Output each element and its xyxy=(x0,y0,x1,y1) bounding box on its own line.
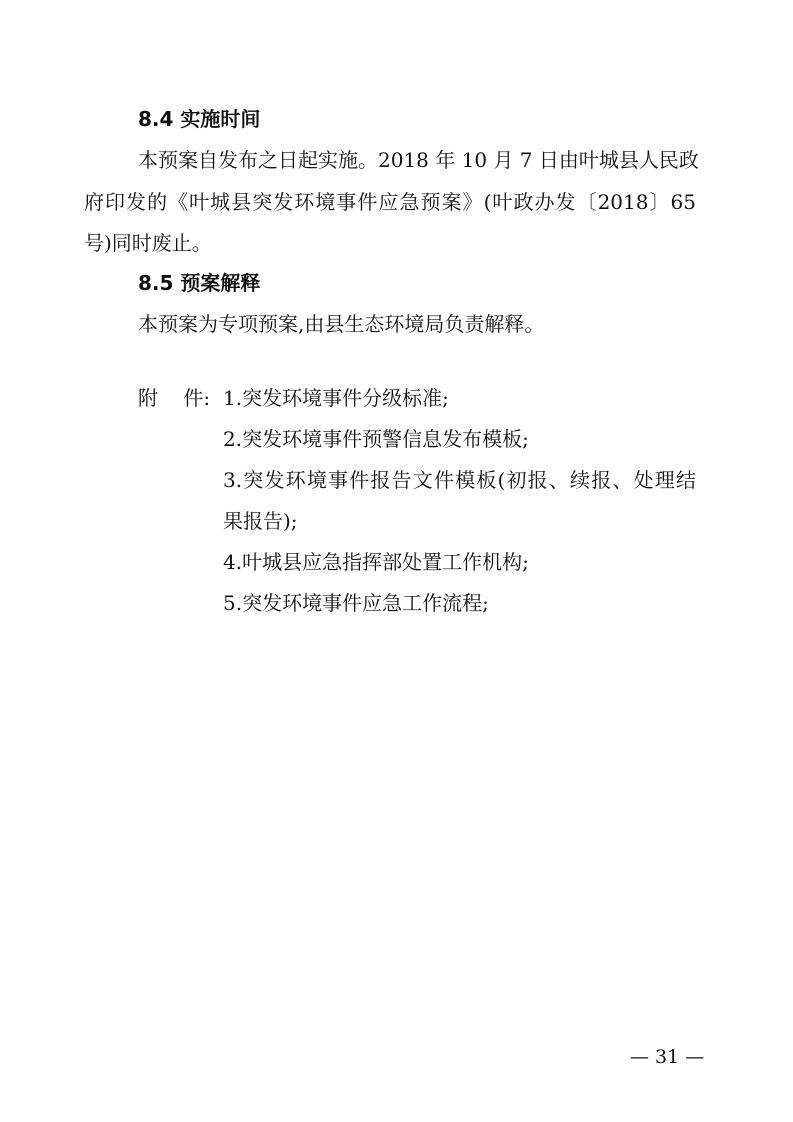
attachment-item-continued: 果报告); xyxy=(223,509,298,533)
section-heading-8-4: 8.4 实施时间 xyxy=(138,107,261,131)
attachment-item: 4.叶城县应急指挥部处置工作机构; xyxy=(223,550,529,574)
paragraph-line: 本预案为专项预案,由县生态环境局负责解释。 xyxy=(138,312,545,336)
attachment-item: 2.突发环境事件预警信息发布模板; xyxy=(223,427,529,451)
paragraph-line: 号)同时废止。 xyxy=(84,231,212,255)
attachments-label: 附 件: xyxy=(138,386,211,410)
attachment-item: 5.突发环境事件应急工作流程; xyxy=(223,591,489,615)
section-heading-8-5: 8.5 预案解释 xyxy=(138,271,261,295)
attachment-item: 3.突发环境事件报告文件模板(初报、续报、处理结 xyxy=(223,468,696,492)
paragraph-line: 本预案自发布之日起实施。2018 年 10 月 7 日由叶城县人民政 xyxy=(138,148,699,172)
attachment-item: 1.突发环境事件分级标准; xyxy=(223,386,449,410)
page-number: — 31 — xyxy=(630,1046,705,1068)
paragraph-line: 府印发的《叶城县突发环境事件应急预案》(叶政办发〔2018〕65 xyxy=(84,190,696,214)
